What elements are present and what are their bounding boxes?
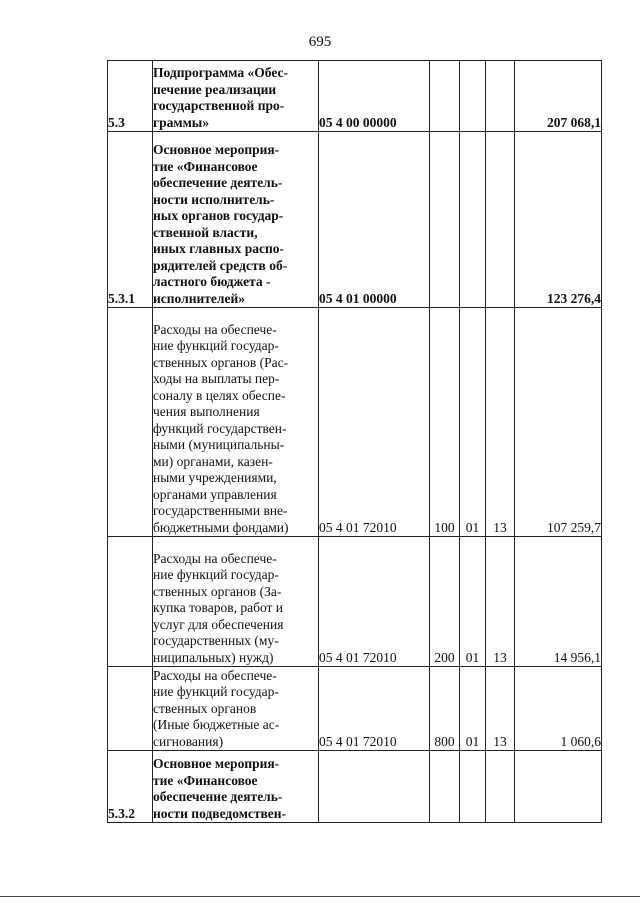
row-name-line: ственных органов <box>153 700 257 716</box>
subsection-code <box>486 751 515 823</box>
expense-type-code: 200 <box>430 537 460 667</box>
expense-type-code <box>430 751 460 823</box>
amount: 14 956,1 <box>515 537 602 667</box>
row-name <box>153 667 319 751</box>
table-row <box>108 667 602 751</box>
row-name-line: Основное мероприя- <box>153 756 280 771</box>
section-code: 01 <box>460 667 486 751</box>
row-number: 5.3 <box>108 61 153 132</box>
row-name-line: ственной власти, <box>153 224 258 240</box>
target-article-code <box>319 751 430 823</box>
row-name-line: обеспечение деятель- <box>153 175 283 190</box>
expense-type-code: 800 <box>430 667 460 751</box>
row-name-line: ности исполнитель- <box>153 191 275 207</box>
row-name-line: функций государствен- <box>153 420 287 436</box>
subsection-code: 13 <box>486 667 515 751</box>
row-name-line: исполнителей» <box>153 290 245 306</box>
subsection-code: 13 <box>486 537 515 667</box>
row-name-line: ми) органами, казен- <box>153 453 273 469</box>
row-name-line: ниципальных) нужд) <box>153 649 274 665</box>
row-name-line: Основное мероприя- <box>153 142 280 157</box>
table-row <box>108 751 602 823</box>
row-name <box>153 308 319 537</box>
row-name-line: тие «Финансовое <box>153 158 258 174</box>
amount: 207 068,1 <box>515 61 602 132</box>
row-name-line: ластного бюджета - <box>153 274 271 289</box>
row-name-line: обеспечение деятель- <box>153 789 283 804</box>
row-name-line: печение реализации <box>153 81 277 97</box>
row-name-line: ными (муниципальны- <box>153 437 285 452</box>
table-row <box>108 537 602 667</box>
row-name-line: сигнования) <box>153 733 224 749</box>
row-name-line: Расходы на обеспече- <box>153 667 277 683</box>
subsection-code: 13 <box>486 308 515 537</box>
amount: 1 060,6 <box>515 667 602 751</box>
row-name-line: государственных (му- <box>153 633 279 648</box>
row-name-line: государственной про- <box>153 98 285 113</box>
subsection-code <box>486 61 515 132</box>
page-number: 695 <box>308 34 332 50</box>
section-code: 01 <box>460 537 486 667</box>
section-code <box>460 751 486 823</box>
section-code <box>460 132 486 308</box>
row-name <box>153 751 319 823</box>
expense-type-code <box>430 132 460 308</box>
row-name-line: Расходы на обеспече- <box>153 321 277 337</box>
row-name-line: ние функций государ- <box>153 338 279 353</box>
row-name-line: ходы на выплаты пер- <box>153 371 280 386</box>
row-name-line: соналу в целях обеспе- <box>153 387 286 403</box>
target-article-code: 05 4 01 00000 <box>319 132 430 308</box>
amount <box>515 751 602 823</box>
expense-type-code: 100 <box>430 308 460 537</box>
row-name-line: органами управления <box>153 486 277 502</box>
row-number: 5.3.2 <box>108 751 153 823</box>
page-bottom-edge <box>0 896 640 897</box>
target-article-code: 05 4 01 72010 <box>319 667 430 751</box>
row-name-line: ности подведомствен- <box>153 805 287 821</box>
table-row <box>108 132 602 308</box>
row-name-line: ственных органов (Рас- <box>153 354 289 370</box>
row-name-line: граммы» <box>153 114 210 130</box>
row-name-line: государственными вне- <box>153 503 288 518</box>
row-number <box>108 537 153 667</box>
table-row <box>108 308 602 537</box>
subsection-code <box>486 132 515 308</box>
row-name-line: ние функций государ- <box>153 567 279 582</box>
table-row <box>108 61 602 132</box>
row-number <box>108 308 153 537</box>
row-name-line: чения выполнения <box>153 404 260 419</box>
section-code: 01 <box>460 308 486 537</box>
row-name-line: ние функций государ- <box>153 684 279 699</box>
row-name-line: ных органов государ- <box>153 208 284 223</box>
row-name-line: иных главных распо- <box>153 241 284 256</box>
row-name-line: (Иные бюджетные ас- <box>153 717 280 732</box>
row-name-line: тие «Финансовое <box>153 772 258 788</box>
expense-type-code <box>430 61 460 132</box>
target-article-code: 05 4 01 72010 <box>319 537 430 667</box>
budget-table <box>107 60 602 823</box>
row-name-line: Подпрограмма «Обес- <box>153 65 289 80</box>
amount: 123 276,4 <box>515 132 602 308</box>
row-name-line: ственных органов (За- <box>153 583 282 599</box>
amount: 107 259,7 <box>515 308 602 537</box>
section-code <box>460 61 486 132</box>
row-name-line: бюджетными фондами) <box>153 519 289 535</box>
row-name-line: Расходы на обеспече- <box>153 550 277 566</box>
row-name <box>153 132 319 308</box>
row-name-line: ными учреждениями, <box>153 470 277 485</box>
row-name-line: купка товаров, работ и <box>153 600 284 615</box>
row-number <box>108 667 153 751</box>
row-name <box>153 537 319 667</box>
row-name-line: услуг для обеспечения <box>153 616 284 632</box>
row-name-line: рядителей средств об- <box>153 257 288 273</box>
target-article-code: 05 4 01 72010 <box>319 308 430 537</box>
row-name <box>153 61 319 132</box>
row-number: 5.3.1 <box>108 132 153 308</box>
target-article-code: 05 4 00 00000 <box>319 61 430 132</box>
